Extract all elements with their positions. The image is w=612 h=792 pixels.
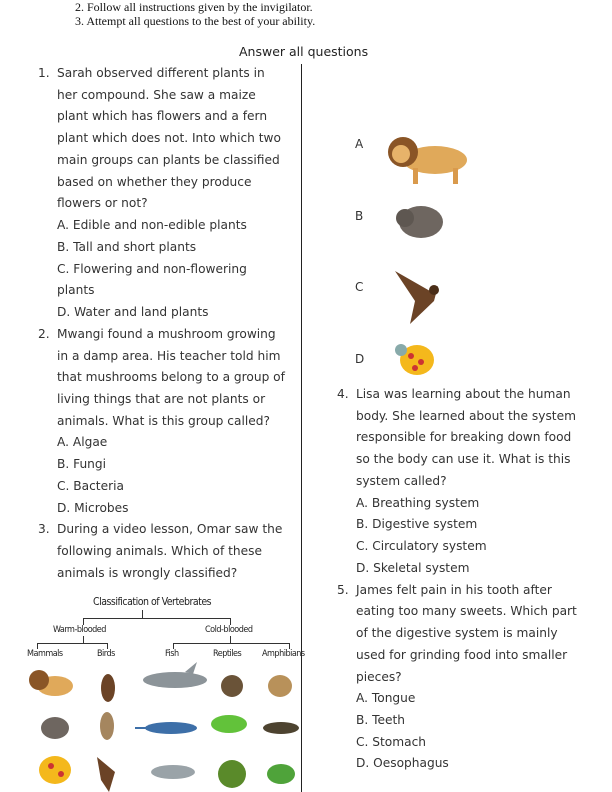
warm-blooded-label: Warm-blooded	[53, 625, 106, 635]
text-line: body. She learned about the system	[356, 408, 576, 423]
question-line	[38, 324, 285, 346]
vertebrate-classification-diagram	[25, 592, 303, 792]
text-line: responsible for breaking down food	[356, 430, 572, 445]
text-line: used for grinding food into smaller	[356, 647, 568, 662]
instruction-2: 2. Follow all instructions given by the invigilator.	[75, 0, 313, 14]
question-number: 2.	[38, 326, 50, 341]
text-line: eating too many sweets. Which part	[356, 604, 577, 619]
text-line: A. Edible and non-edible plants	[57, 218, 247, 233]
text-line: so the body can use it. What is this	[356, 452, 571, 467]
question-number: 1.	[38, 66, 50, 80]
text-line: B. Tall and short plants	[57, 239, 197, 254]
hawk-icon	[97, 757, 115, 792]
section-title: Answer all questions	[239, 44, 369, 59]
hawk-image	[390, 266, 442, 328]
question-text: Sarah observed different plants in	[57, 66, 265, 80]
option-label-c: C	[355, 280, 364, 294]
text-line: C. Flowering and non-flowering	[57, 261, 247, 276]
text-line: flowers or not?	[57, 196, 148, 211]
text-line: in a damp area. His teacher told him	[57, 348, 281, 363]
group-fish: Fish	[165, 649, 179, 659]
text-line: D. Microbes	[57, 500, 129, 515]
tuna-icon	[151, 765, 195, 779]
ladybird-icon	[39, 756, 71, 784]
lion-icon	[29, 670, 73, 696]
question-line	[38, 519, 285, 541]
group-birds: Birds	[97, 649, 115, 659]
text-line: main groups can plants be classified	[57, 152, 280, 167]
question-number: 5.	[337, 582, 349, 597]
wombat-image	[395, 200, 447, 244]
text-line: plants	[57, 283, 95, 298]
text-line: A. Tongue	[356, 691, 416, 706]
text-line: B. Teeth	[356, 713, 405, 728]
chameleon-icon	[211, 715, 247, 733]
salamander-icon	[263, 722, 299, 734]
question-number: 4.	[337, 387, 349, 401]
right-column	[337, 384, 577, 775]
text-line: her compound. She saw a maize	[57, 87, 256, 102]
text-line: following animals. Which of these	[57, 544, 262, 559]
text-line: C. Stomach	[356, 734, 426, 749]
snake-icon	[221, 675, 243, 697]
text-line: pieces?	[356, 669, 402, 684]
text-line: D. Skeletal system	[356, 560, 470, 575]
wombat-icon	[41, 717, 69, 739]
question-line	[337, 580, 577, 602]
question-line	[337, 384, 577, 406]
text-line: C. Circulatory system	[356, 539, 487, 554]
marlin-icon	[135, 722, 197, 734]
cold-blooded-label: Cold-blooded	[205, 625, 253, 635]
text-line: A. Breathing system	[356, 495, 480, 510]
text-line: that mushrooms belong to a group of	[57, 370, 285, 385]
text-line: B. Digestive system	[356, 517, 478, 532]
text-line: animals. What is this group called?	[57, 413, 270, 428]
text-line: B. Fungi	[57, 457, 107, 472]
text-line: A. Algae	[57, 435, 108, 450]
ladybird-image	[393, 338, 439, 378]
group-reptiles: Reptiles	[213, 649, 242, 659]
group-mammals: Mammals	[27, 649, 63, 659]
left-column	[38, 63, 285, 585]
question-text: Lisa was learning about the human	[356, 387, 571, 401]
vulture-icon	[101, 674, 115, 702]
option-label-a: A	[355, 137, 364, 151]
option-label-d: D	[355, 352, 365, 366]
toad-icon	[268, 675, 292, 697]
question-number: 3.	[38, 522, 50, 537]
text-line: D. Oesophagus	[356, 756, 449, 771]
lion-image	[385, 132, 475, 188]
text-line: plant which does not. Into which two	[57, 131, 281, 146]
text-line: of the digestive system is mainly	[356, 626, 558, 641]
diagram-title: Classification of Vertebrates	[93, 596, 212, 608]
animal-pictures	[25, 662, 303, 792]
text-line: plant which has flowers and a fern	[57, 109, 268, 124]
text-line: D. Water and land plants	[57, 305, 209, 320]
text-line: living things that are not plants or	[57, 392, 266, 407]
text-line: based on whether they produce	[57, 174, 252, 189]
frog-icon	[267, 764, 295, 784]
option-label-b: B	[355, 209, 364, 223]
question-text: During a video lesson, Omar saw the	[57, 522, 283, 537]
text-line: animals is wrongly classified?	[57, 565, 238, 580]
question-text: James felt pain in his tooth after	[356, 582, 552, 597]
question-text: Mwangi found a mushroom growing	[57, 326, 276, 341]
crocodile-icon	[218, 760, 246, 788]
text-line: system called?	[356, 473, 447, 488]
question-line	[38, 63, 285, 85]
group-amphibians: Amphibians	[262, 649, 305, 659]
instruction-3: 3. Attempt all questions to the best of your ability.	[75, 14, 316, 28]
owl-icon	[100, 712, 114, 740]
text-line: C. Bacteria	[57, 478, 124, 493]
shark-icon	[143, 662, 207, 688]
